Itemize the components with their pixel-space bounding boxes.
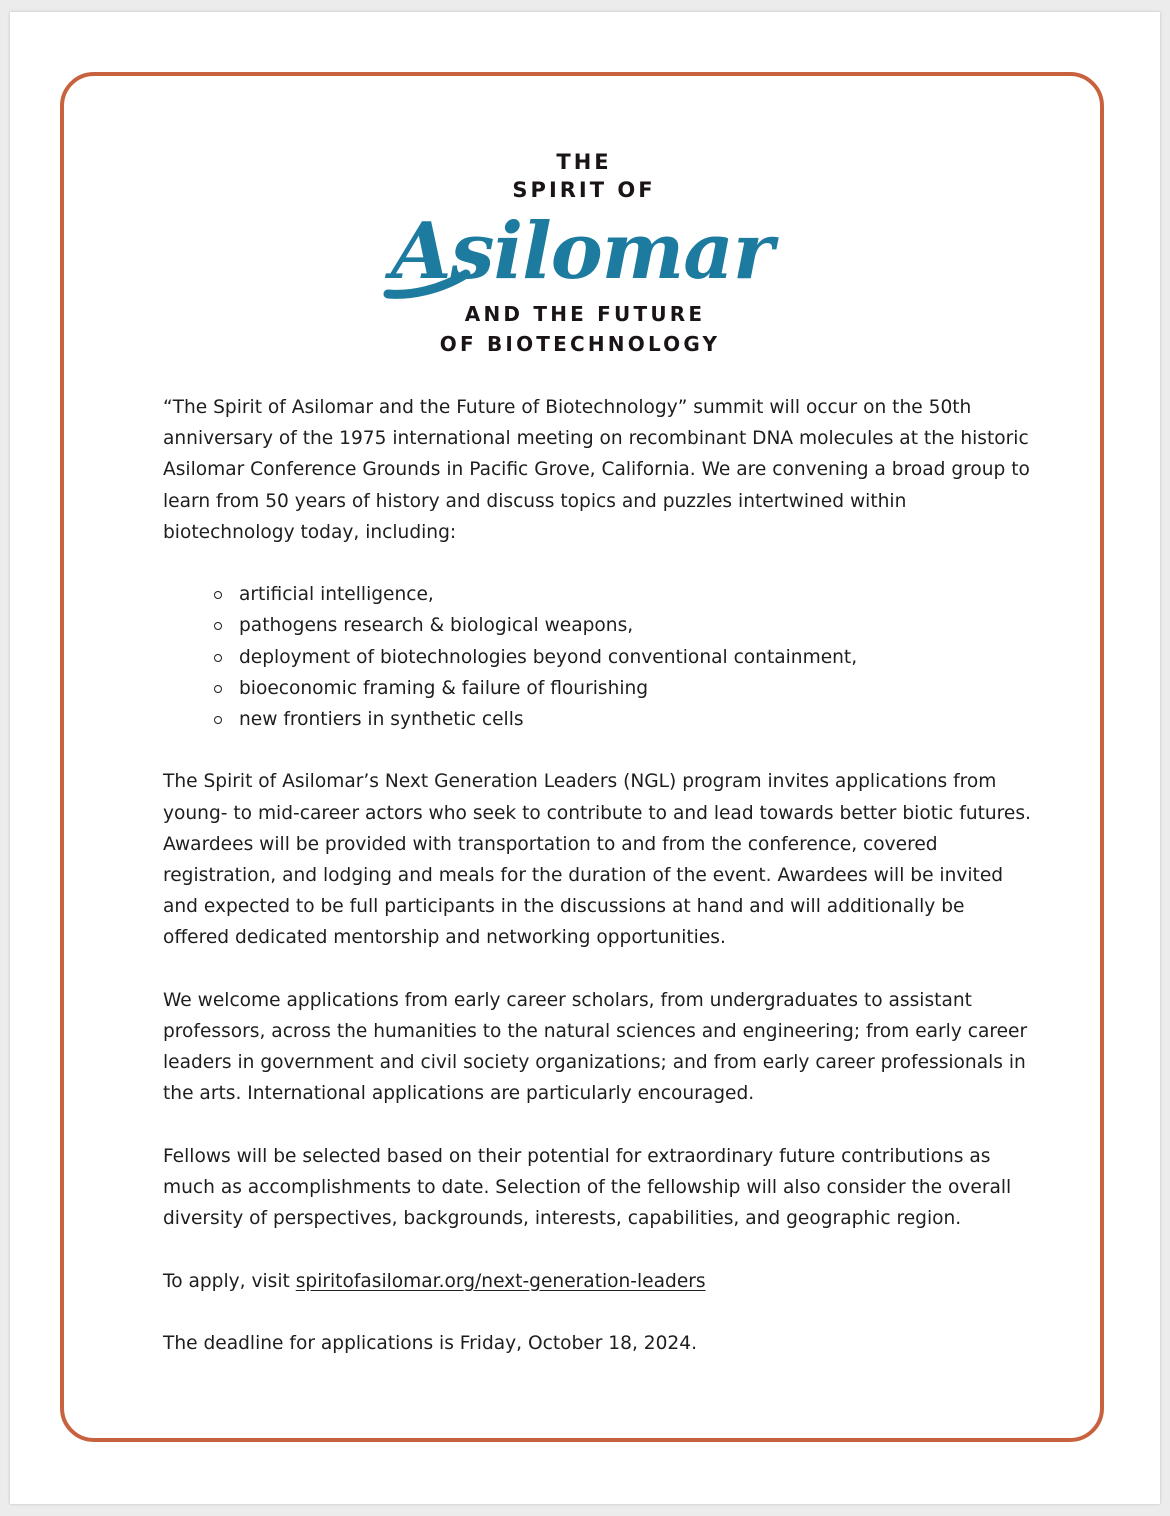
- list-item-text: new frontiers in synthetic cells: [239, 709, 524, 731]
- circle-bullet-icon: [214, 716, 222, 724]
- deadline-paragraph: The deadline for applications is Friday, October 18, 2024.: [163, 1333, 698, 1354]
- list-item: [239, 610, 1033, 641]
- list-item-text: pathogens research & biological weapons,: [239, 615, 634, 637]
- welcome-paragraph: We welcome applications from early career scholars, from undergraduates to assistant professors, across the humanities to the natural sciences and engineering; from early career leaders in government and civil society organizations; and from early career professionals in the arts. International applications are particularly encouraged.: [163, 989, 1028, 1105]
- logo-line-biotechnology: OF BIOTECHNOLOGY: [439, 332, 721, 356]
- logo-line-spirit-of: SPIRIT OF: [512, 178, 656, 202]
- circle-bullet-icon: [214, 591, 222, 599]
- logo-line-future: AND THE FUTURE: [464, 302, 706, 326]
- list-item-text: bioeconomic framing & failure of flourishing: [239, 677, 649, 699]
- list-item: [239, 579, 1033, 610]
- apply-prefix: To apply, visit: [163, 1270, 296, 1292]
- circle-bullet-icon: [214, 685, 222, 693]
- list-item-text: deployment of biotechnologies beyond conventional containment,: [239, 646, 858, 668]
- logo-line-the: THE: [556, 150, 612, 174]
- list-item-text: artificial intelligence,: [239, 584, 434, 606]
- logo-script-text: Asilomar: [391, 206, 773, 297]
- apply-link[interactable]: spiritofasilomar.org/next-generation-leaders: [295, 1270, 706, 1292]
- asilomar-logo: [370, 148, 790, 363]
- circle-bullet-icon: [214, 654, 222, 662]
- list-item: [239, 642, 1033, 673]
- logo-script-asilomar: [370, 194, 790, 304]
- topics-list: [163, 579, 1033, 735]
- circle-bullet-icon: [214, 622, 222, 630]
- document-body: [163, 392, 1033, 1390]
- apply-paragraph: [163, 1266, 1033, 1297]
- list-item: [239, 673, 1033, 704]
- intro-paragraph: “The Spirit of Asilomar and the Future of Biotechnology” summit will occur on the 50th anniversary of the 1975 international meeting on recombinant DNA molecules at the historic Asilomar Conference Grounds in Pacific Grove, California. We are convening a broad group to learn from 50 years of history and discuss topics and puzzles intertwined within biotechnology today, including:: [163, 397, 1030, 543]
- list-item: [239, 704, 1033, 735]
- program-paragraph: The Spirit of Asilomar’s Next Generation Leaders (NGL) program invites applications from young- to mid-career actors who seek to contribute to and lead towards better biotic futures. Awardees will be provided with transportation to and from the conference, covered registration, and lodging and meals for the duration of the event. Awardees will be invited and expected to be full participants in the discussions at hand and will additionally be offered dedicated mentorship and networking opportunities.: [163, 771, 1031, 949]
- selection-paragraph: Fellows will be selected based on their potential for extraordinary future contributions as much as accomplishments to date. Selection of the fellowship will also consider the overall diversity of perspectives, backgrounds, interests, capabilities, and geographic region.: [163, 1145, 1012, 1230]
